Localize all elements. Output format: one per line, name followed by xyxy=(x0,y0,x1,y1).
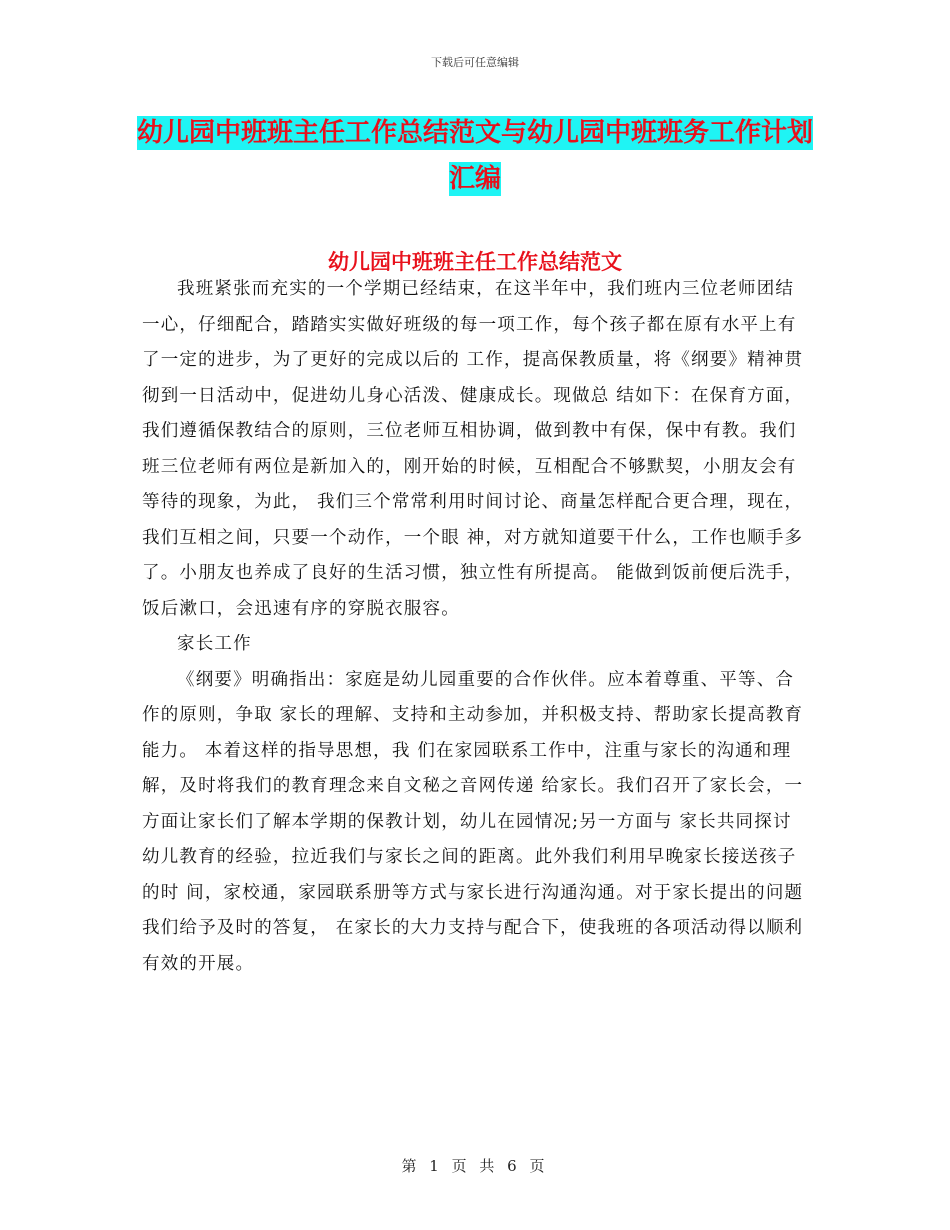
paragraph-1: 我班紧张而充实的一个学期已经结束，在这半年中，我们班内三位老师团结一心，仔细配合，踏踏实实做好班级的每一项工作，每个孩子都在原有水平上有了一定的进步，为了更好的完成以后的 工作，提高保教质量，将《纲要》精神贯彻到一日活动中，促进幼儿身心活泼、健康成长。现做总 结如下：在保育方面，我们遵循保教结合的原则，三位老师互相协调，做到教中有保，保中有教。我们 班三位老师有两位是新加入的，刚开始的时候，互相配合不够默契，小朋友会有等待的现象，为此， 我们三个常常利用时间讨论、商量怎样配合更合理，现在，我们互相之间，只要一个动作，一个眼 神，对方就知道要干什么，工作也顺手多了。小朋友也养成了良好的生活习惯，独立性有所提高。 能做到饭前便后洗手，饭后漱口，会迅速有序的穿脱衣服容。 xyxy=(142,279,804,619)
body-text xyxy=(142,272,808,982)
paragraph-2-heading: 家长工作 xyxy=(177,634,252,654)
page-footer: 第 1 页 共 6 页 xyxy=(401,1157,549,1175)
document-title-text: 幼儿园中班班主任工作总结范文与幼儿园中班班务工作计划汇编 xyxy=(136,118,813,194)
document-title xyxy=(130,110,820,202)
paragraph-3: 《纲要》明确指出：家庭是幼儿园重要的合作伙伴。应本着尊重、平等、合作的原则，争取 家长的理解、支持和主动参加，并积极支持、帮助家长提高教育能力。 本着这样的指导思想，我 们在家园联系工作中，注重与家长的沟通和理解，及时将我们的教育理念来自文秘之音网传递 给家长。我们召开了家长会，一方面让家长们了解本学期的保教计划，幼儿在园情况;另一方面与 家长共同探讨幼儿教育的经验，拉近我们与家长之间的距离。此外我们利用早晚家长接送孩子的时 间，家校通，家园联系册等方式与家长进行沟通沟通。对于家长提出的问题我们给予及时的答复， 在家长的大力支持与配合下，使我班的各项活动得以顺利有效的开展。 xyxy=(142,669,804,974)
section-title: 幼儿园中班班主任工作总结范文 xyxy=(328,250,622,274)
header-note: 下载后可任意编辑 xyxy=(431,56,519,69)
